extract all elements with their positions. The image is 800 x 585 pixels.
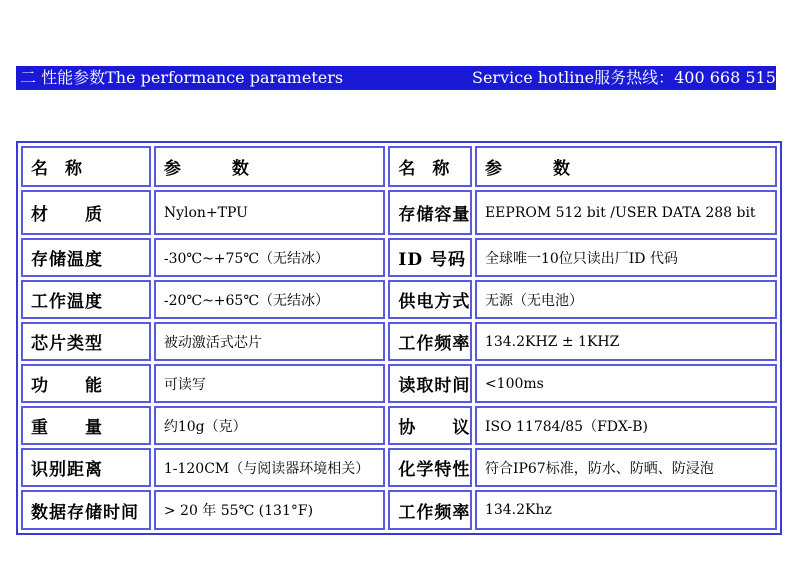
row-value-right: 符合IP67标准，防水、防晒、防浸泡 [475, 448, 777, 487]
table-row [21, 280, 777, 319]
row-label-left: 芯片类型 [21, 322, 151, 361]
section-title: 二 性能参数The performance parameters [20, 68, 344, 87]
table-row [21, 406, 777, 445]
header-param-1: 参 数 [154, 146, 386, 187]
row-value-right: 134.2KHZ ± 1KHZ [475, 322, 777, 361]
row-label-right: 协 议 [388, 406, 472, 445]
header-name-2: 名 称 [388, 146, 472, 187]
row-value-right: ISO 11784/85（FDX-B) [475, 406, 777, 445]
row-value-left: -20℃~+65℃（无结冰） [154, 280, 386, 319]
row-value-right: 无源（无电池） [475, 280, 777, 319]
table-row [21, 448, 777, 487]
row-value-left: Nylon+TPU [154, 190, 386, 235]
row-label-left: 存储温度 [21, 238, 151, 277]
row-label-left: 识别距离 [21, 448, 151, 487]
row-value-right: <100ms [475, 364, 777, 403]
row-label-right: 工作频率 [388, 322, 472, 361]
row-label-left: 功 能 [21, 364, 151, 403]
row-value-right: 134.2Khz [475, 490, 777, 530]
row-label-right: ID 号码 [388, 238, 472, 277]
row-label-left: 工作温度 [21, 280, 151, 319]
header-name-1: 名 称 [21, 146, 151, 187]
row-label-right: 化学特性 [388, 448, 472, 487]
row-value-left: -30℃~+75℃（无结冰） [154, 238, 386, 277]
performance-parameters-table [16, 141, 782, 535]
section-banner [16, 66, 792, 90]
table-header-row [21, 146, 777, 187]
table-row [21, 490, 777, 530]
row-label-right: 供电方式 [388, 280, 472, 319]
row-value-left: 1-120CM（与阅读器环境相关） [154, 448, 386, 487]
row-label-right: 存储容量 [388, 190, 472, 235]
row-value-left: 可读写 [154, 364, 386, 403]
row-value-right: EEPROM 512 bit /USER DATA 288 bit [475, 190, 777, 235]
table-row [21, 190, 777, 235]
row-label-left: 重 量 [21, 406, 151, 445]
row-value-left: 约10g（克） [154, 406, 386, 445]
table-row [21, 238, 777, 277]
table-row [21, 364, 777, 403]
row-value-left: 被动激活式芯片 [154, 322, 386, 361]
header-param-2: 参 数 [475, 146, 777, 187]
row-value-left: > 20 年 55℃ (131°F) [154, 490, 386, 530]
row-value-right: 全球唯一10位只读出厂ID 代码 [475, 238, 777, 277]
row-label-left: 材 质 [21, 190, 151, 235]
row-label-left: 数据存储时间 [21, 490, 151, 530]
table-row [21, 322, 777, 361]
row-label-right: 读取时间 [388, 364, 472, 403]
row-label-right: 工作频率 [388, 490, 472, 530]
service-hotline: Service hotline服务热线：400 668 5152. [472, 68, 792, 87]
